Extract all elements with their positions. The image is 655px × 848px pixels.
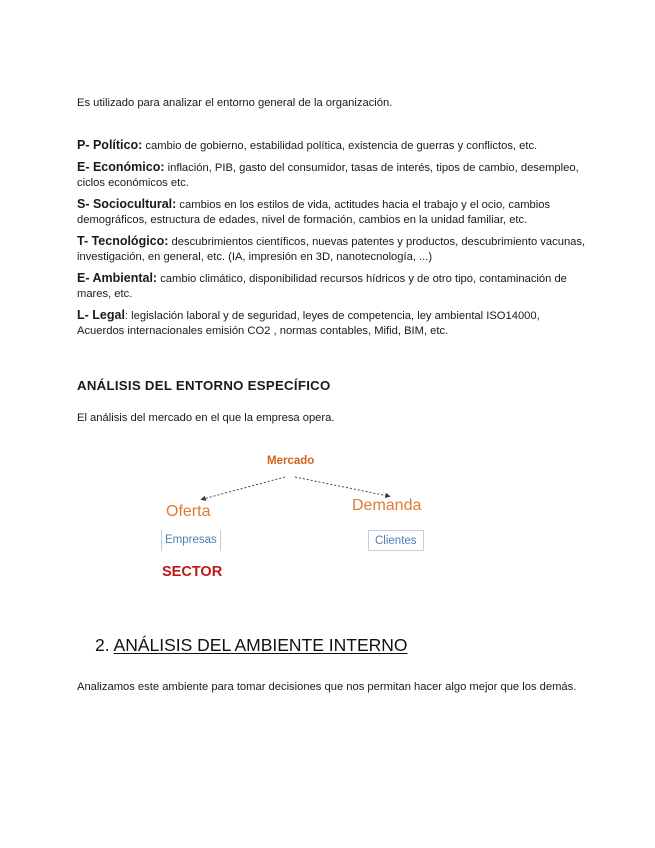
diagram-node-oferta: Oferta: [166, 503, 211, 520]
intro-paragraph: Es utilizado para analizar el entorno general de la organización.: [77, 97, 393, 109]
section-description-specific: El análisis del mercado en el que la empresa opera.: [77, 412, 335, 424]
pestel-text: cambios en los estilos de vida, actitudes hacia el trabajo y el ocio, cambios demográficos, estructura de edades, nivel de formación, cambios en la unidad familiar, etc.: [77, 199, 551, 226]
pestel-label: E- Económico:: [77, 160, 165, 174]
pestel-text: descubrimientos científicos, nuevas patentes y productos, descubrimiento vacunas, investigación, en general, etc. (IA, impresión en 3D, nanotecnología, ...): [77, 236, 586, 263]
pestel-item-economico: [77, 160, 587, 191]
pestel-item-ambiental: [77, 271, 587, 302]
pestel-item-tecnologico: [77, 234, 587, 265]
pestel-list: [77, 138, 587, 345]
pestel-text: : legislación laboral y de seguridad, leyes de competencia, ley ambiental ISO14000, Acuerdos internacionales emisión CO2 , normas contables, Mifid, BIM, etc.: [77, 310, 540, 337]
diagram-node-demanda: Demanda: [352, 497, 422, 514]
diagram-sector-label: SECTOR: [162, 564, 223, 580]
pestel-item-legal: [77, 308, 587, 339]
section-heading-specific: ANÁLISIS DEL ENTORNO ESPECÍFICO: [77, 378, 331, 393]
diagram-box-clientes: Clientes: [368, 530, 424, 551]
section-heading-internal: [95, 635, 408, 656]
connector-to-demanda: [295, 477, 388, 496]
pestel-text: cambio climático, disponibilidad recursos hídricos y de otro tipo, contaminación de mares, etc.: [77, 273, 567, 300]
pestel-label: L- Legal: [77, 308, 125, 322]
pestel-label: T- Tecnológico:: [77, 234, 169, 248]
pestel-label: P- Político:: [77, 138, 143, 152]
pestel-text: inflación, PIB, gasto del consumidor, tasas de interés, tipos de cambio, desempleo, ciclos económicos etc.: [77, 162, 579, 189]
section-title: ANÁLISIS DEL AMBIENTE INTERNO: [113, 635, 408, 655]
diagram-node-mercado: Mercado: [267, 455, 315, 467]
pestel-item-sociocultural: [77, 197, 587, 228]
connector-to-oferta: [203, 477, 285, 499]
section-number: 2.: [95, 635, 110, 655]
pestel-label: S- Sociocultural:: [77, 197, 177, 211]
market-diagram: [150, 448, 450, 588]
section-description-internal: Analizamos este ambiente para tomar decisiones que nos permitan hacer algo mejor que los demás.: [77, 681, 577, 693]
pestel-item-politico: [77, 138, 587, 154]
pestel-text: cambio de gobierno, estabilidad política, existencia de guerras y conflictos, etc.: [142, 140, 538, 152]
diagram-box-empresas: Empresas: [161, 530, 221, 551]
pestel-label: E- Ambiental:: [77, 271, 158, 285]
